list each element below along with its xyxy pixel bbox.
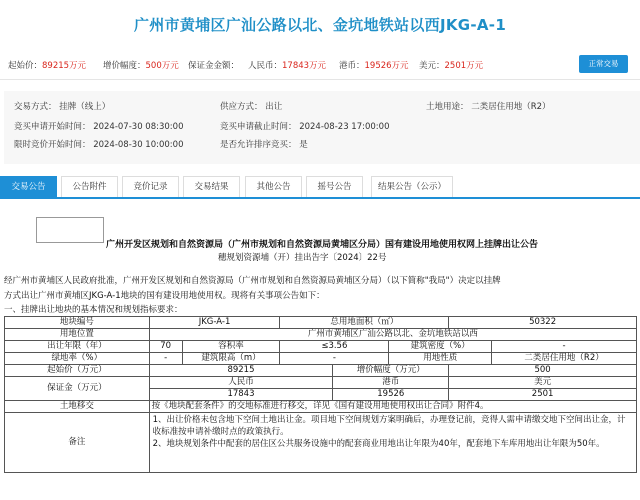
price-summary-bar xyxy=(0,50,640,80)
tab-bar xyxy=(0,173,640,199)
supply-mode: 供应方式： 出让 xyxy=(220,102,283,112)
section-heading: 一、挂牌出让地块的基本情况和规划指标要求： xyxy=(4,305,183,315)
remark-item: 2、地块规划条件中配套的居住区公共服务设施中的配套商业用地出让年限为40年，配套地下车库用地出让年限为50年。 xyxy=(152,439,605,449)
table-row: 地块编号 JKG-A-1 总用地面积（㎡） 50322 xyxy=(5,317,637,329)
table-row: 土地移交 按《地块配套条件》的交地标准进行移交，详见《国有建设用地使用权出让合同》附件4。 xyxy=(5,401,637,413)
deposit-rmb: 人民币：17843万元 xyxy=(248,61,327,71)
document-paragraph: 经广州市黄埔区人民政府批准，广州开发区规划和自然资源局（广州市规划和自然资源局黄埔区分局）（以下简称"我局"）决定以挂牌 xyxy=(4,276,501,286)
trade-mode: 交易方式： 挂牌（线上） xyxy=(14,102,111,112)
document-logo-image xyxy=(36,217,104,243)
tab-attachments[interactable]: 公告附件 xyxy=(61,176,118,197)
document-paragraph: 方式出让广州市黄埔区JKG-A-1地块的国有建设用地使用权。现将有关事项公告如下： xyxy=(4,291,325,301)
document-heading: 广州开发区规划和自然资源局（广州市规划和自然资源局黄埔区分局）国有建设用地使用权网上挂牌出让公告 xyxy=(106,240,539,250)
table-row: 用地位置 广州市黄埔区广汕公路以北、金坑地铁站以西 xyxy=(5,329,637,341)
bid-start-time: 限时竞价开始时间： 2024-08-30 10:00:00 xyxy=(14,140,184,150)
table-row: 保证金（万元） 人民币 港币 美元 xyxy=(5,377,637,389)
deposit-label: 保证金金额： xyxy=(188,61,240,71)
increment: 增价幅度：500万元 xyxy=(103,61,179,71)
tab-result-publicity[interactable]: 结果公告（公示） xyxy=(371,176,453,197)
tab-other-announcements[interactable]: 其他公告 xyxy=(245,176,302,197)
deposit-usd: 美元：2501万元 xyxy=(419,61,484,71)
remark-item: 1、出让价格未包含地下空间土地出让金。项目地下空间规划方案明确后，办理登记前，竞得人需申请缴交地下空间出让金，计收标准按申请补缴时点的政策执行。 xyxy=(152,415,626,437)
transaction-info-panel xyxy=(4,91,640,164)
sort-bidding-allowed: 是否允许排序竞买： 是 xyxy=(220,140,308,150)
table-row: 备注 1、出让价格未包含地下空间土地出让金。项目地下空间规划方案明确后，办理登记前，竞得人需申请缴交地下空间出让金，计收标准按申请补缴时点的政策执行。 2、地块规划条件中配套的居住区公共服务设施中的配套商业用地出让年限为40年，配套地下车库用地出让年限为50年。 xyxy=(5,413,637,473)
land-use: 土地用途： 二类居住用地（R2） xyxy=(426,102,551,112)
deposit-hkd: 港币：19526万元 xyxy=(339,61,409,71)
land-info-table xyxy=(4,316,637,473)
tab-lottery[interactable]: 摇号公告 xyxy=(306,176,363,197)
tab-bid-records[interactable]: 竞价记录 xyxy=(122,176,179,197)
table-row: 绿地率（%） - 建筑限高（m） - 用地性质 二类居住用地（R2） xyxy=(5,353,637,365)
table-row: 17843 19526 2501 xyxy=(5,389,637,401)
page-title: 广州市黄埔区广汕公路以北、金坑地铁站以西JKG-A-1 xyxy=(133,16,507,34)
document-number: 穗规划资源埔（开）挂出告字〔2024〕22号 xyxy=(218,253,387,263)
remarks-cell xyxy=(149,413,636,473)
apply-end-time: 竞买申请截止时间： 2024-08-23 17:00:00 xyxy=(220,122,390,132)
status-button[interactable]: 正常交易 xyxy=(579,55,628,73)
table-row: 起始价（万元） 89215 增价幅度（万元） 500 xyxy=(5,365,637,377)
apply-start-time: 竞买申请开始时间： 2024-07-30 08:30:00 xyxy=(14,122,184,132)
table-row: 出让年限（年） 70 容积率 ≤3.56 建筑密度（%） - xyxy=(5,341,637,353)
tab-announcement[interactable]: 交易公告 xyxy=(0,176,57,197)
start-price: 起始价：89215万元 xyxy=(8,61,87,71)
tab-results[interactable]: 交易结果 xyxy=(183,176,240,197)
